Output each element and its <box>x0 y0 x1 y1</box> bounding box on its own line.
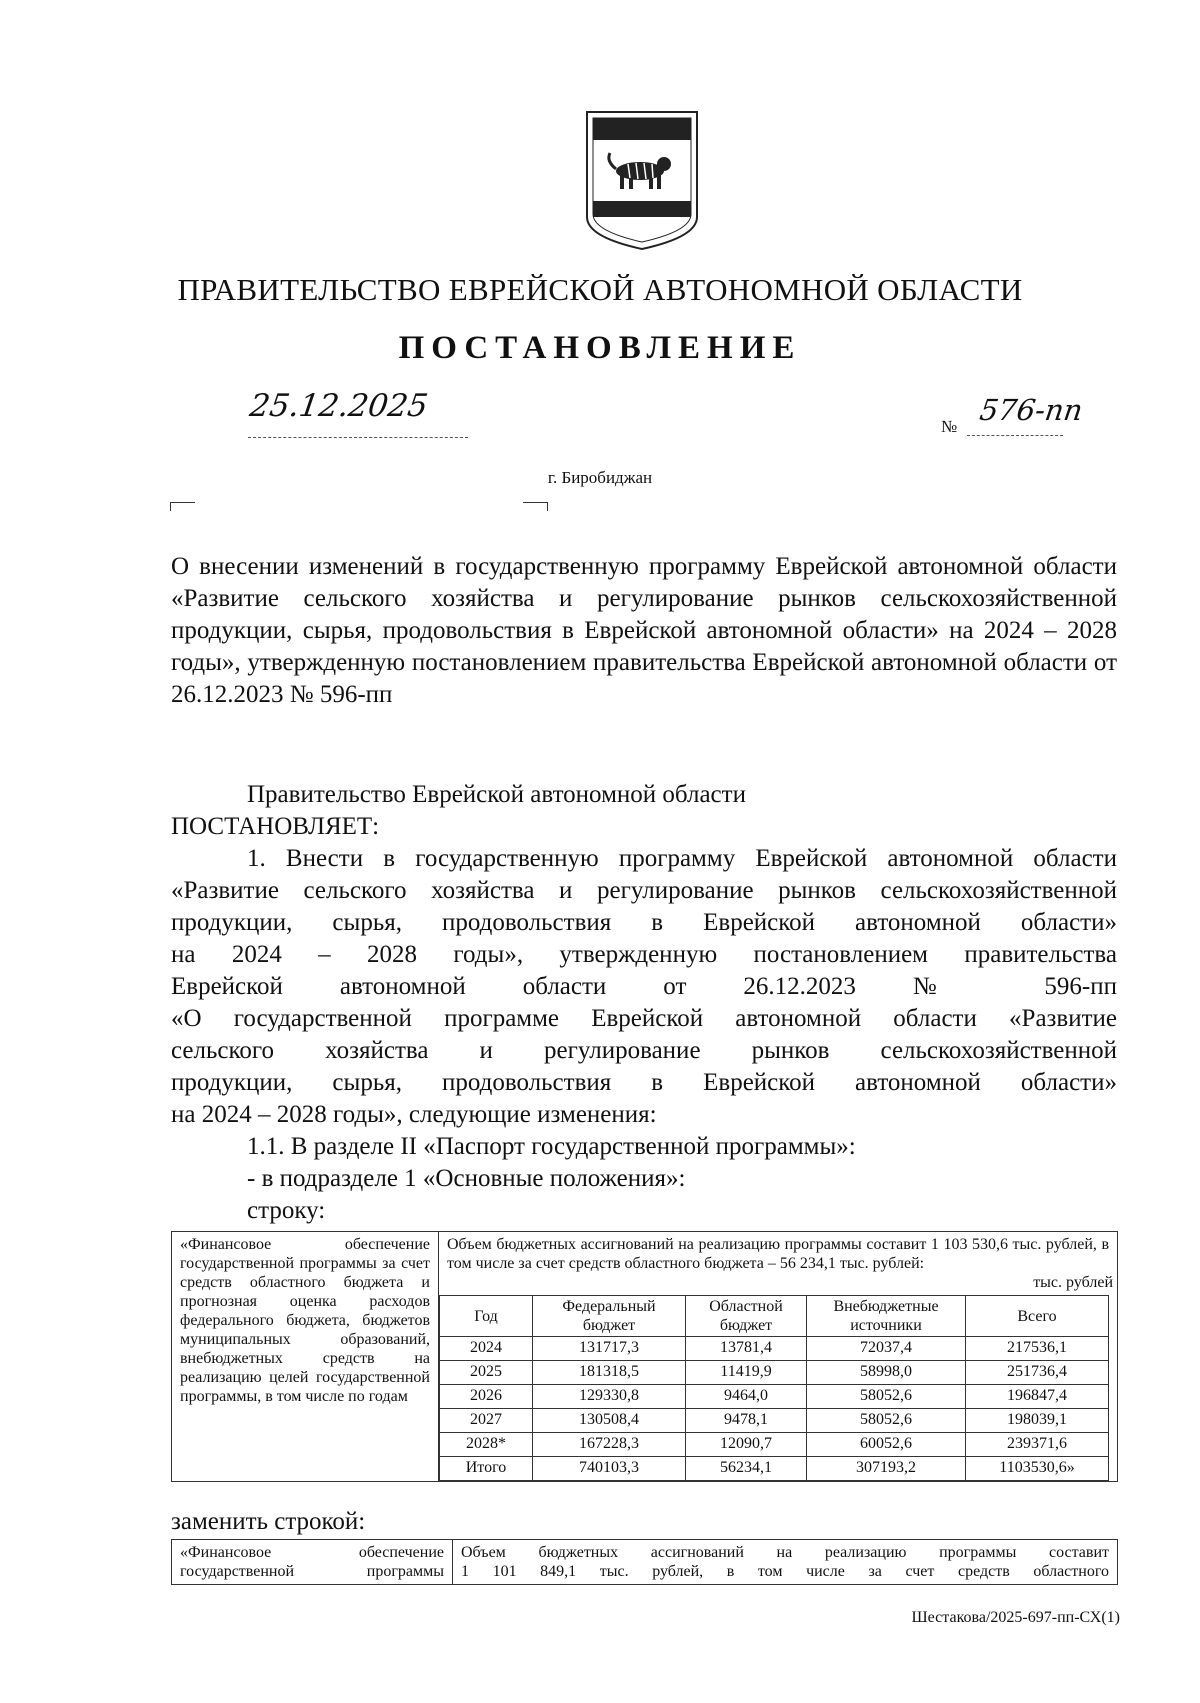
number-underline <box>967 435 1063 436</box>
funding-years-table <box>439 1295 1109 1481</box>
cell: 217536,1 <box>966 1337 1109 1361</box>
p1-line: продукции, сырья, продовольствия в Еврейской автономной области» <box>171 909 1117 936</box>
table-row <box>440 1409 1109 1433</box>
cell: 196847,4 <box>966 1385 1109 1409</box>
cell: 131717,3 <box>533 1337 686 1361</box>
funding-value-cell <box>439 1232 1118 1482</box>
row-label: строку: <box>247 1197 326 1224</box>
subitem-1-1: 1.1. В разделе II «Паспорт государственной программы»: <box>247 1133 856 1160</box>
cell: 58998,0 <box>807 1361 966 1385</box>
cell: 9478,1 <box>686 1409 807 1433</box>
cell: 251736,4 <box>966 1361 1109 1385</box>
cell: 740103,3 <box>533 1457 686 1481</box>
cell: 307193,2 <box>807 1457 966 1481</box>
cell: 167228,3 <box>533 1433 686 1457</box>
document-type-heading: ПОСТАНОВЛЕНИЕ <box>398 330 802 366</box>
cell: 198039,1 <box>966 1409 1109 1433</box>
table-row <box>440 1337 1109 1361</box>
value-line: 1 101 849,1 тыс. рублей, в том числе за счет средств областного <box>461 1563 1109 1580</box>
cell: 2028* <box>440 1433 533 1457</box>
subitem-dash: - в подразделе 1 «Основные положения»: <box>247 1165 686 1192</box>
cell: 9464,0 <box>686 1385 807 1409</box>
decree-title: О внесении изменений в государственную программу Еврейской автономной области «Развитие сельского хозяйства и регулирование рынков сельскохозяйственной продукции, сырья, продовольствия в Еврейской автономной области» на 2024 – 2028 годы», утвержденную постановлением правительства Еврейской автономной области от 26.12.2023 № 596-пп <box>171 553 1117 708</box>
title-corner-left <box>170 502 195 511</box>
p1-line: «Развитие сельского хозяйства и регулирование рынков сельскохозяйственной <box>171 877 1117 904</box>
resolves-line: ПОСТАНОВЛЯЕТ: <box>171 813 380 840</box>
p1-line: сельского хозяйства и регулирование рынков сельскохозяйственной <box>171 1037 1117 1064</box>
table-row <box>440 1361 1109 1385</box>
p1-line: Еврейской автономной области от 26.12.2023 № 596-пп <box>171 973 1117 1000</box>
p1-line: продукции, сырья, продовольствия в Еврейской автономной области» <box>171 1069 1117 1096</box>
col-extrabudget: Внебюджетные источники <box>807 1296 966 1337</box>
cell: 2025 <box>440 1361 533 1385</box>
cell: 1103530,6» <box>966 1457 1109 1481</box>
date-underline <box>248 437 468 438</box>
funding-value-cell-new <box>453 1540 1118 1585</box>
cell: 12090,7 <box>686 1433 807 1457</box>
cell: 56234,1 <box>686 1457 807 1481</box>
table-row <box>440 1385 1109 1409</box>
funding-table-old <box>171 1231 1118 1482</box>
col-total: Всего <box>966 1296 1109 1337</box>
p1-line: «О государственной программе Еврейской автономной области «Развитие <box>171 1005 1117 1032</box>
cell: 2026 <box>440 1385 533 1409</box>
government-name: ПРАВИТЕЛЬСТВО ЕВРЕЙСКОЙ АВТОНОМНОЙ ОБЛАСТИ <box>177 272 1023 307</box>
table-total-row <box>440 1457 1109 1481</box>
intro-line: Правительство Еврейской автономной области <box>247 781 746 808</box>
number-label: № <box>941 417 958 436</box>
cell: 60052,6 <box>807 1433 966 1457</box>
value-line: Объем бюджетных ассигнований на реализацию программы составит <box>461 1544 1109 1561</box>
replace-label: заменить строкой: <box>171 1508 366 1535</box>
funding-table-new <box>171 1539 1118 1585</box>
coat-of-arms-emblem <box>584 109 700 252</box>
cell: 2024 <box>440 1337 533 1361</box>
cell: 13781,4 <box>686 1337 807 1361</box>
label-line: «Финансовое обеспечение <box>180 1544 444 1561</box>
col-federal: Федеральный бюджет <box>533 1296 686 1337</box>
label-line: государственной программы <box>180 1563 444 1580</box>
funding-label-cell-new <box>172 1540 453 1585</box>
title-corner-right <box>523 502 548 511</box>
col-year: Год <box>440 1296 533 1337</box>
table-row <box>440 1433 1109 1457</box>
cell: 129330,8 <box>533 1385 686 1409</box>
funding-label-cell: «Финансовое обеспечение государственной программы за счет средств областного бюджета и прогнозная оценка расходов федерального бюджета, бюджетов муниципальных образований, внебюджетных средств на реализацию целей государственной программы, в том числе по годам <box>172 1232 439 1482</box>
document-footer: Шестакова/2025-697-пп-СХ(1) <box>911 1609 1120 1626</box>
cell: 72037,4 <box>807 1337 966 1361</box>
p1-line: 1. Внести в государственную программу Еврейской автономной области <box>247 845 1117 872</box>
col-regional: Областной бюджет <box>686 1296 807 1337</box>
cell: 58052,6 <box>807 1385 966 1409</box>
city: г. Биробиджан <box>547 468 653 487</box>
p1-line: на 2024 – 2028 годы», утвержденную постановлением правительства <box>171 941 1117 968</box>
p1-line: на 2024 – 2028 годы», следующие изменения: <box>171 1101 657 1128</box>
cell: 58052,6 <box>807 1409 966 1433</box>
decree-number: 576-пп <box>977 393 1085 427</box>
table-header-row <box>440 1296 1109 1337</box>
cell: 181318,5 <box>533 1361 686 1385</box>
units-label: тыс. рублей <box>1033 1274 1113 1291</box>
decree-date: 25.12.2025 <box>247 388 431 424</box>
cell: Итого <box>440 1457 533 1481</box>
cell: 2027 <box>440 1409 533 1433</box>
cell: 239371,6 <box>966 1433 1109 1457</box>
cell: 130508,4 <box>533 1409 686 1433</box>
cell: 11419,9 <box>686 1361 807 1385</box>
funding-summary: Объем бюджетных ассигнований на реализацию программы составит 1 103 530,6 тыс. рублей, в том числе за счет средств областного бюджета – 56 234,1 тыс. рублей: <box>447 1236 1109 1272</box>
